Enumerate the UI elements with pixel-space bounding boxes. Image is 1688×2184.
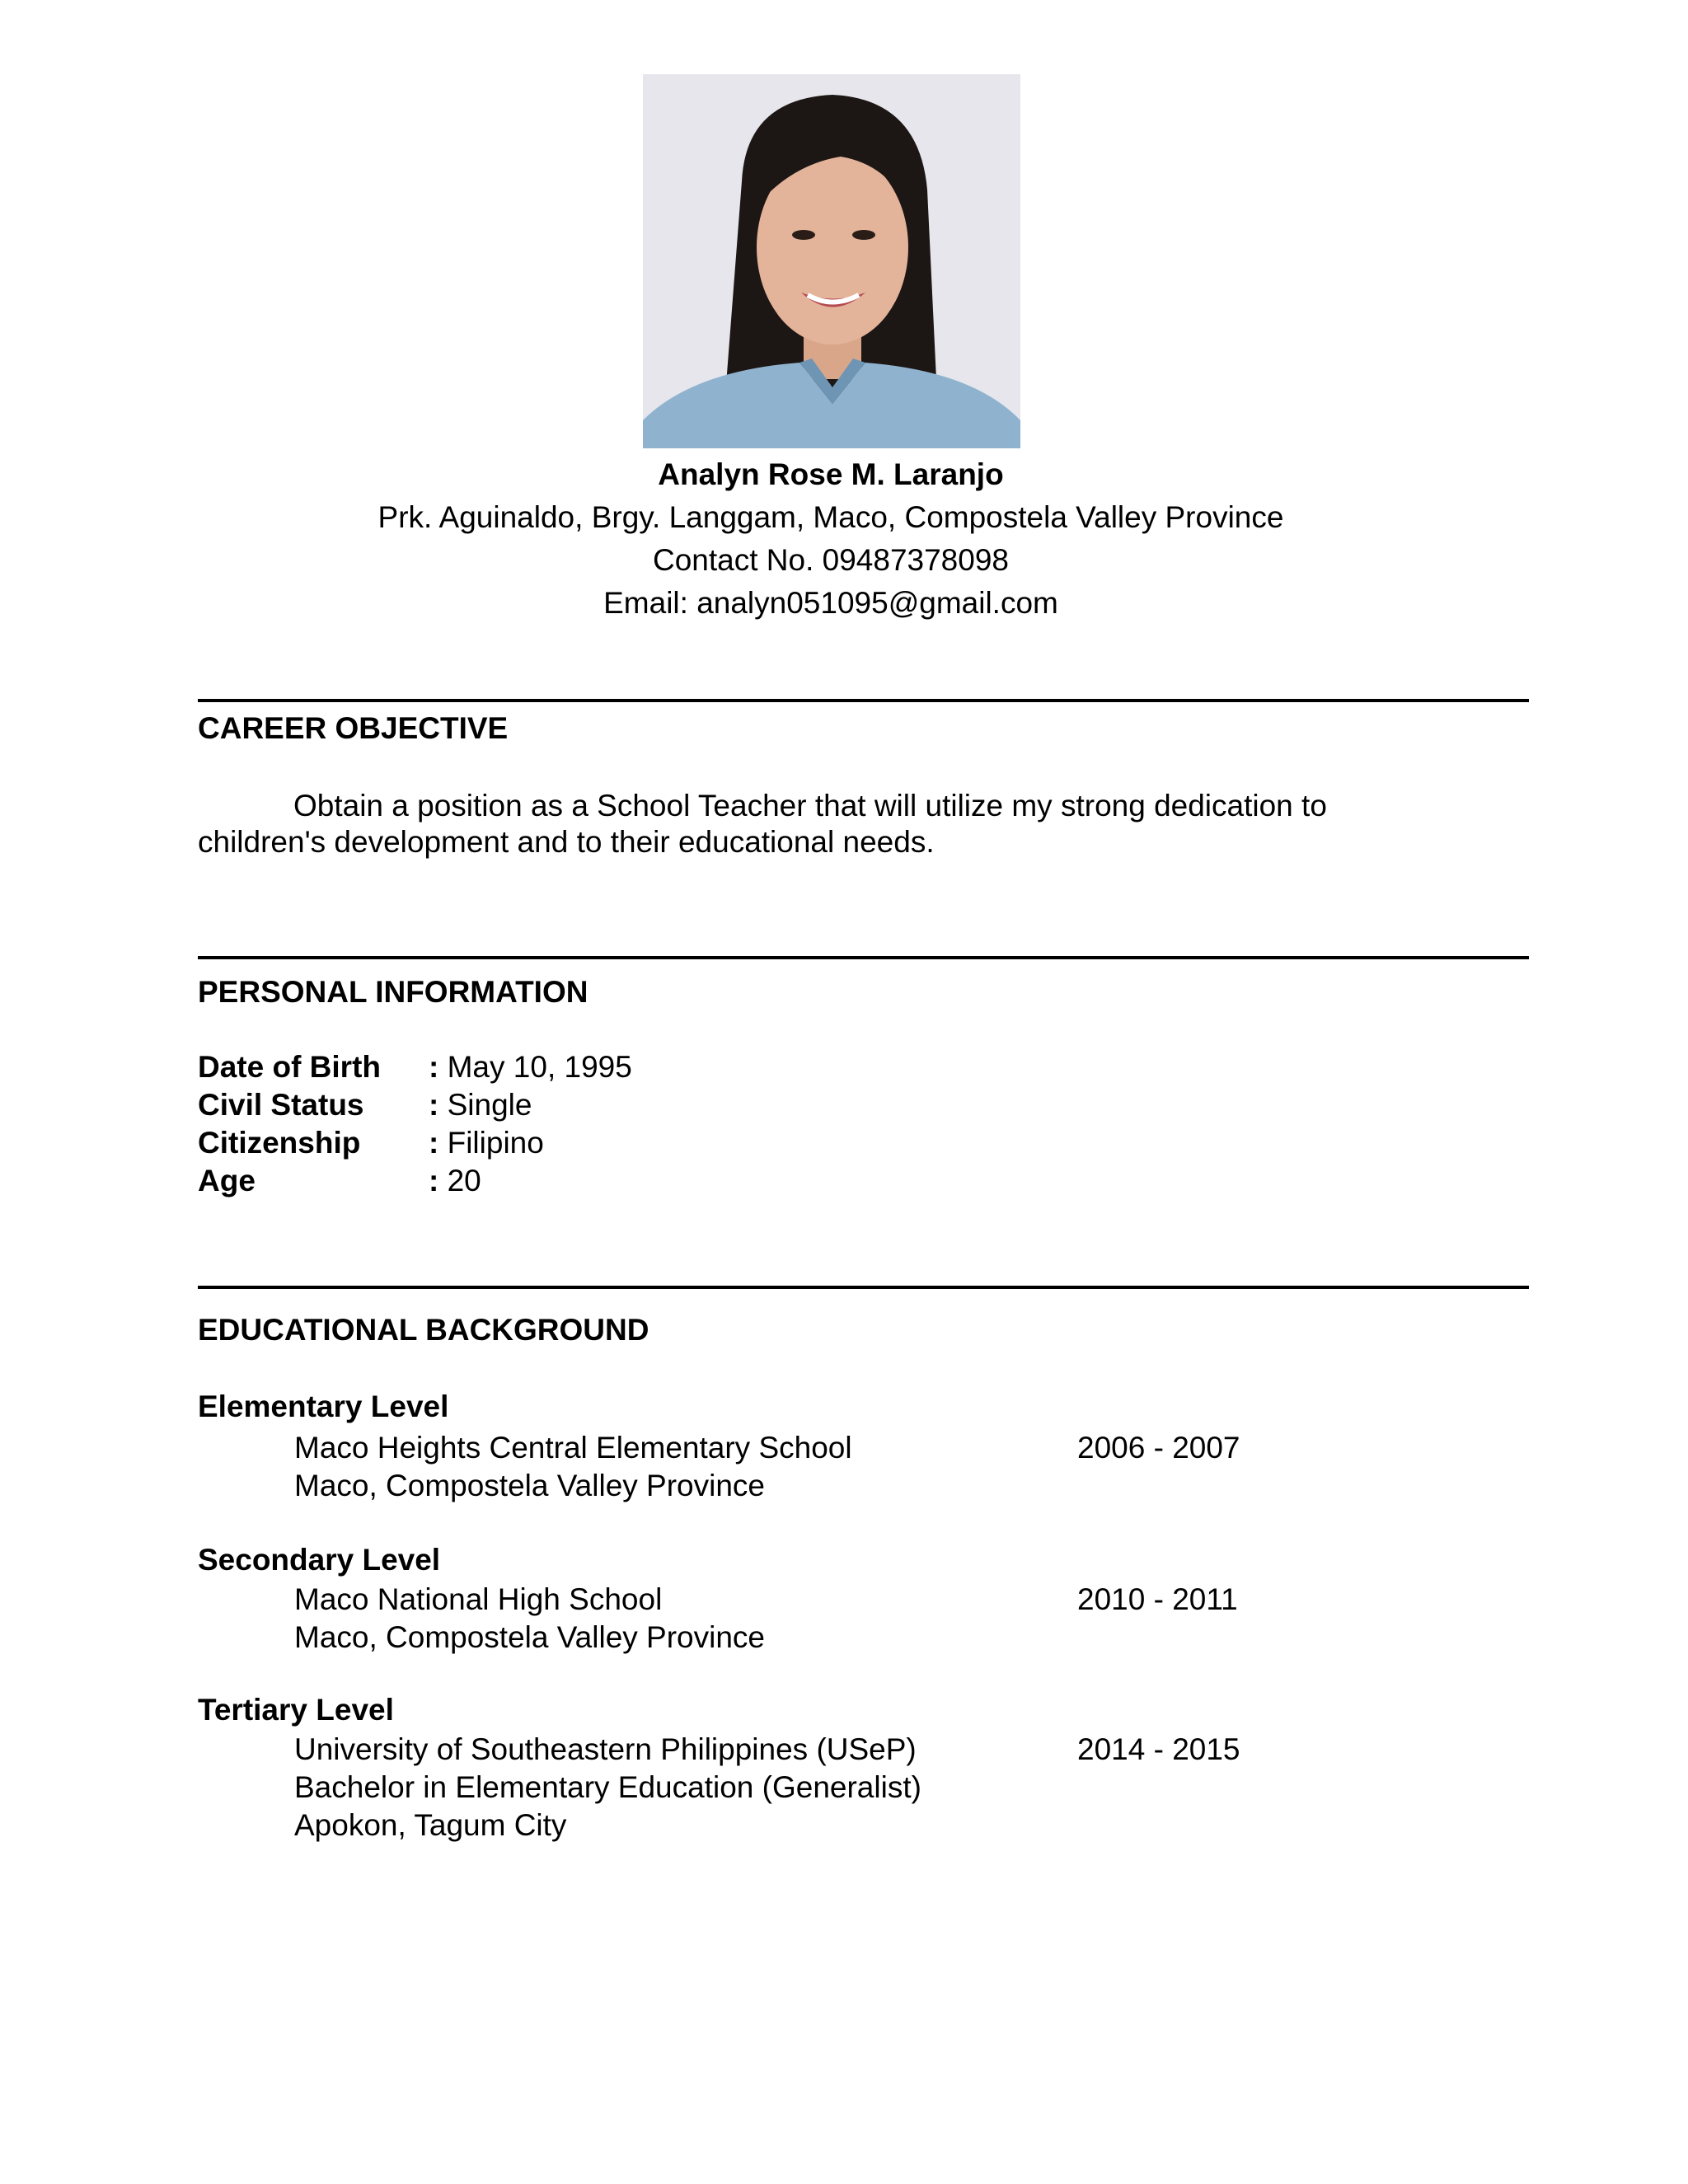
applicant-contact: Contact No. 09487378098 xyxy=(652,543,1009,577)
school-years: 2010 - 2011 xyxy=(1077,1582,1238,1616)
school-years: 2014 - 2015 xyxy=(1077,1732,1240,1766)
info-label: Age xyxy=(198,1164,256,1197)
info-label: Date of Birth xyxy=(198,1050,381,1084)
educational-background-title: EDUCATIONAL BACKGROUND xyxy=(198,1313,649,1347)
info-value: 20 xyxy=(447,1164,481,1197)
degree-name: Bachelor in Elementary Education (Generalist) xyxy=(294,1770,921,1804)
career-objective-text xyxy=(198,788,1401,860)
school-location: Maco, Compostela Valley Province xyxy=(294,1469,766,1502)
education-level-secondary: Secondary Level xyxy=(198,1543,441,1577)
applicant-email: Email: analyn051095@gmail.com xyxy=(603,586,1058,620)
personal-information-title: PERSONAL INFORMATION xyxy=(198,975,588,1009)
school-name: Maco National High School xyxy=(294,1582,663,1616)
education-level-elementary: Elementary Level xyxy=(198,1390,449,1423)
school-name: Maco Heights Central Elementary School xyxy=(294,1431,852,1465)
section-divider xyxy=(198,956,1529,959)
school-name: University of Southeastern Philippines (USeP) xyxy=(294,1732,917,1766)
info-row-civil-status: Civil Status : Single xyxy=(198,1086,632,1124)
portrait-image xyxy=(643,74,1020,448)
info-row-citizenship: Citizenship : Filipino xyxy=(198,1124,632,1162)
info-value: Single xyxy=(447,1088,532,1122)
profile-photo xyxy=(643,74,1020,448)
resume-header xyxy=(0,453,1662,625)
career-objective-title: CAREER OBJECTIVE xyxy=(198,711,509,745)
education-level-tertiary: Tertiary Level xyxy=(198,1693,394,1727)
school-location: Maco, Compostela Valley Province xyxy=(294,1620,766,1654)
info-value: May 10, 1995 xyxy=(447,1050,632,1084)
personal-information-list xyxy=(198,1048,632,1200)
info-row-age: Age : 20 xyxy=(198,1162,632,1200)
info-value: Filipino xyxy=(447,1126,544,1160)
school-location: Apokon, Tagum City xyxy=(294,1808,567,1842)
applicant-address: Prk. Aguinaldo, Brgy. Langgam, Maco, Compostela Valley Province xyxy=(377,500,1284,534)
career-objective-body: Obtain a position as a School Teacher that will utilize my strong dedication to children's development and to their educational needs. xyxy=(198,789,1327,859)
school-years: 2006 - 2007 xyxy=(1077,1431,1240,1465)
info-row-birth: Date of Birth : May 10, 1995 xyxy=(198,1048,632,1086)
info-label: Civil Status xyxy=(198,1088,364,1122)
section-divider xyxy=(198,1286,1529,1289)
section-divider xyxy=(198,699,1529,702)
info-label: Citizenship xyxy=(198,1126,361,1160)
applicant-name: Analyn Rose M. Laranjo xyxy=(658,457,1004,491)
